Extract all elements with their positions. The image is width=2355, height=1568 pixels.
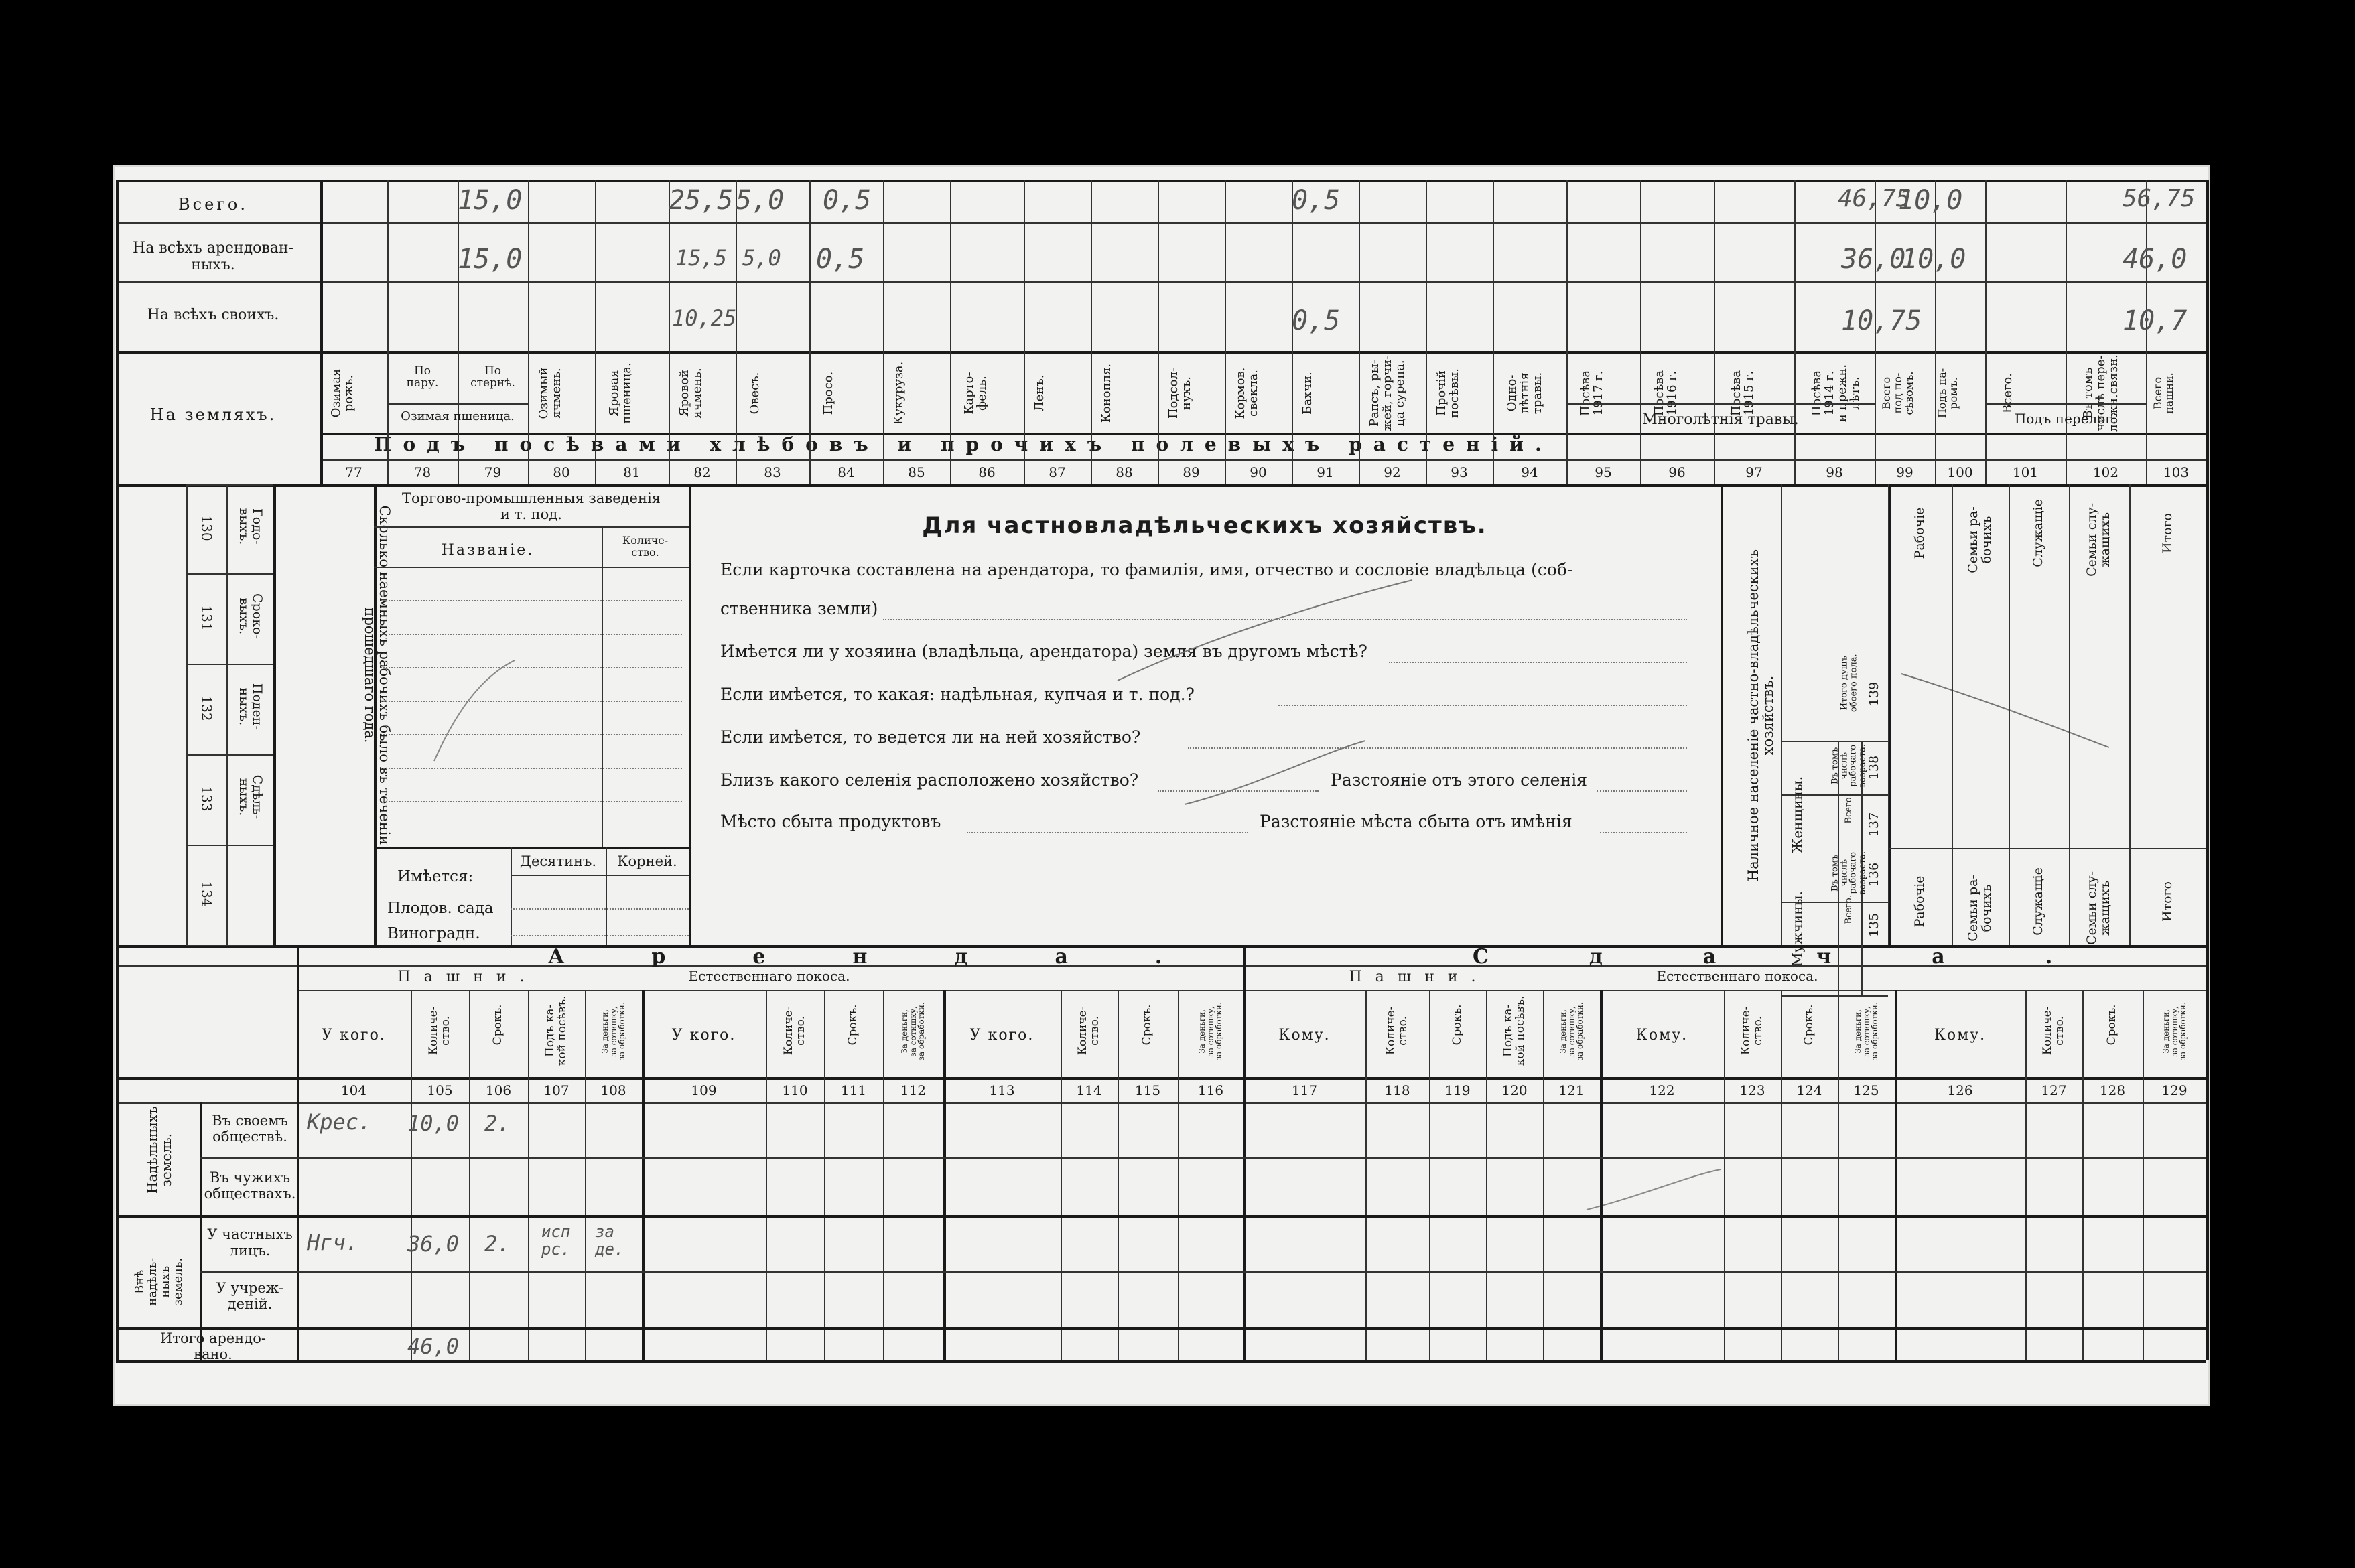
rent-col-num-123: 123	[1739, 1082, 1765, 1098]
hw-own-103: 10,7	[2123, 305, 2188, 336]
trade-name-col: Названіе.	[441, 542, 535, 559]
crop-col-92: Рапсъ, ры- жей, горчи- ца сурепа.	[1367, 355, 1407, 431]
worker-col-130: Годо- выхъ.	[237, 508, 265, 545]
pop-right-top-4: Итого	[2159, 513, 2175, 553]
pop-col-135: Всего.	[1844, 895, 1855, 924]
trade-qty-col: Количе- ство.	[622, 534, 669, 559]
crop-col-98: Посѣва 1914 г. и прежн. лѣтъ.	[1810, 364, 1862, 423]
rent-col-num-122: 122	[1649, 1082, 1675, 1098]
row-own-society: Въ своемъ обществѣ.	[212, 1113, 288, 1145]
rent-col-120: Подъ ка- кой посѣвъ.	[1501, 995, 1527, 1066]
private-q6b: Разстояніе мѣста сбыта отъ имѣнія	[1260, 812, 1572, 831]
crop-col-num-92: 92	[1384, 464, 1401, 480]
pop-col-136: Въ томъ числѣ рабочаго возраста.	[1830, 851, 1868, 895]
pop-right-bottom-1: Семьи ра- бочихъ	[1965, 875, 1994, 942]
row-total-label: Всего.	[178, 195, 248, 214]
crop-col-97: Посѣва 1915 г.	[1729, 370, 1756, 417]
arenda-title: Аренда.	[548, 945, 1250, 969]
pop-right-bottom-4: Итого	[2159, 881, 2175, 922]
worker-col-133: Сдѣль- ныхъ.	[237, 774, 265, 819]
crop-col-95: Посѣва 1917 г.	[1578, 370, 1605, 417]
crop-col-num-81: 81	[623, 464, 641, 480]
crop-col-num-87: 87	[1049, 464, 1066, 480]
census-card	[113, 165, 2210, 1406]
worker-col-num-132: 132	[198, 695, 215, 721]
hw-total-78: 15,0	[458, 185, 523, 216]
crop-col-96: Посѣва 1916 г.	[1652, 370, 1679, 417]
crop-col-num-88: 88	[1116, 464, 1133, 480]
crop-col-num-90: 90	[1250, 464, 1267, 480]
trade-vineyard: Виноградн.	[387, 925, 480, 942]
row-other-society: Въ чужихъ обществахъ.	[204, 1169, 296, 1202]
crop-col-102: Въ томъ числѣ пере- ложн.связн.	[2081, 354, 2121, 432]
crop-col-79: По стернѣ.	[470, 364, 515, 390]
crop-col-93: Прочій посѣвы.	[1434, 368, 1461, 418]
hw-r3-pay: за де.	[595, 1222, 624, 1259]
crop-col-num-84: 84	[837, 464, 855, 480]
hw-r3-qty: 36,0	[407, 1231, 460, 1257]
private-q5a: Близъ какого селенія расположено хозяйство?	[720, 770, 1139, 790]
hw-total-99: 46,75	[1838, 185, 1911, 212]
hw-own-90: 0,5	[1292, 305, 1341, 336]
rent-col-128: Срокъ.	[2105, 1004, 2119, 1046]
private-title: Для частновладѣльческихъ хозяйствъ.	[922, 512, 1487, 539]
pop-right-bottom-3: Семьи слу- жащихъ	[2084, 871, 2112, 945]
rent-col-num-105: 105	[427, 1082, 453, 1098]
pop-col-138: Въ томъ числѣ рабочаго возраста.	[1830, 743, 1868, 788]
rent-col-125: За деньги, за сотишку, за обработки.	[1853, 1002, 1879, 1061]
row-private: У частныхъ лицъ.	[207, 1226, 293, 1259]
private-q1b: ственника земли)	[720, 599, 878, 618]
rent-col-107: Подъ ка- кой посѣвъ.	[543, 995, 569, 1066]
hired-workers-side-label: Сколько наемныхъ рабочихъ было въ теченіи прошедшаго года.	[362, 505, 393, 845]
rent-col-113: У кого.	[969, 1027, 1034, 1044]
women-label: Женщины.	[1789, 776, 1806, 854]
rent-col-110: Количе- ство.	[781, 1006, 807, 1056]
crop-col-103: Всего пашни.	[2151, 372, 2175, 414]
rent-col-127: Количе- ство.	[2040, 1006, 2066, 1056]
hw-rented-81: 15,5	[675, 245, 728, 271]
worker-col-num-133: 133	[198, 785, 215, 812]
crop-col-91: Бахчи.	[1300, 372, 1315, 415]
rent-col-num-116: 116	[1197, 1082, 1224, 1098]
rent-col-111: Срокъ.	[846, 1004, 860, 1046]
crop-col-num-96: 96	[1668, 464, 1686, 480]
rent-col-115: Срокъ.	[1140, 1004, 1154, 1046]
fallow-group: Подъ перелог.	[2014, 411, 2117, 427]
rent-col-num-110: 110	[782, 1082, 808, 1098]
pop-col-num-136: 136	[1867, 862, 1882, 887]
private-q5b: Разстояніе отъ этого селенія	[1331, 770, 1588, 790]
hw-rented-78: 15,0	[458, 244, 523, 275]
crop-col-num-78: 78	[413, 464, 431, 480]
pop-col-139: Итого душъ обоего пола.	[1839, 654, 1859, 712]
rent-col-num-129: 129	[2161, 1082, 2188, 1098]
crop-col-80: Озимый ячмень.	[537, 367, 563, 419]
hw-total-90: 0,5	[1292, 185, 1341, 216]
crop-col-88: Конопля.	[1099, 363, 1114, 423]
crop-col-num-98: 98	[1826, 464, 1843, 480]
worker-col-num-130: 130	[198, 514, 215, 541]
hw-rented-82: 5,0	[742, 245, 781, 271]
rent-col-num-128: 128	[2099, 1082, 2126, 1098]
private-q2: Имѣется ли у хозяина (владѣльца, арендатора) земля въ другомъ мѣстѣ?	[720, 642, 1367, 661]
rent-col-119: Срокъ.	[1450, 1004, 1464, 1046]
crop-col-84: Просо.	[821, 371, 835, 415]
crop-col-82: Яровой ячмень.	[677, 368, 704, 419]
trade-roots: Корней.	[617, 853, 677, 869]
crop-col-num-102: 102	[2092, 464, 2119, 480]
crop-col-num-99: 99	[1896, 464, 1913, 480]
crop-col-num-89: 89	[1183, 464, 1200, 480]
rent-col-num-106: 106	[485, 1082, 512, 1098]
crop-col-99: Всего под по- сѣвомъ.	[1880, 371, 1915, 415]
rent-col-num-114: 114	[1076, 1082, 1102, 1098]
hw-r1-who: Крес.	[307, 1109, 372, 1135]
rent-col-num-126: 126	[1947, 1082, 1973, 1098]
row-rented-label: На всѣхъ арендован- ныхъ.	[133, 240, 293, 274]
hw-r1-term: 2.	[484, 1111, 511, 1136]
perennial-group: Многолѣтнія травы.	[1642, 411, 1799, 428]
row-own-label: На всѣхъ своихъ.	[147, 307, 279, 324]
trade-orchard: Плодов. сада	[387, 900, 494, 917]
hw-r3-crop: исп рс.	[541, 1222, 571, 1259]
hw-total-qty: 46,0	[407, 1334, 460, 1359]
rent-col-104: У кого.	[322, 1027, 386, 1044]
rent-col-106: Срокъ.	[491, 1004, 505, 1046]
hw-r1-qty: 10,0	[407, 1111, 460, 1136]
worker-col-131: Сроко- выхъ.	[237, 593, 265, 639]
crop-col-77: Озимая рожь.	[329, 368, 356, 418]
crop-col-num-86: 86	[978, 464, 996, 480]
group-nadel: Надѣльныхъ земель.	[144, 1106, 174, 1194]
pop-col-137: Всего.	[1844, 794, 1855, 824]
crop-col-num-103: 103	[2163, 464, 2190, 480]
pop-col-num-138: 138	[1867, 755, 1882, 780]
hw-rented-103: 46,0	[2123, 244, 2188, 275]
crop-col-85: Кукуруза.	[892, 361, 906, 425]
private-q1a: Если карточка составлена на арендатора, то фамилія, имя, отчество и сословіе владѣльца (соб-	[720, 560, 1573, 579]
rent-col-num-119: 119	[1444, 1082, 1471, 1098]
crop-col-num-100: 100	[1947, 464, 1973, 480]
population-side-label: Наличное населеніе частно-владѣльческихъ хозяйствъ.	[1745, 549, 1776, 882]
men-label: Мужчины.	[1789, 891, 1806, 967]
rent-col-108: За деньги, за сотишку, за обработки.	[600, 1002, 626, 1061]
hw-rented-100: 10,0	[1901, 244, 1966, 275]
rent-col-num-115: 115	[1134, 1082, 1161, 1098]
pop-right-top-3: Семьи слу- жащихъ	[2084, 502, 2112, 577]
rent-col-109: У кого.	[671, 1027, 736, 1044]
trade-title: Торгово-промышленныя заведенія и т. под.	[402, 490, 661, 523]
hw-own-99: 10,75	[1841, 305, 1922, 336]
pop-col-num-139: 139	[1867, 681, 1882, 707]
hw-total-83: 0,5	[823, 185, 872, 216]
hw-r3-term: 2.	[484, 1231, 511, 1257]
row-institutions: У учреж- деній.	[216, 1280, 284, 1313]
rent-col-124: Срокъ.	[1802, 1004, 1816, 1046]
rent-col-num-120: 120	[1501, 1082, 1528, 1098]
rent-col-117: Кому.	[1278, 1027, 1331, 1044]
arenda-pashni: Пашни.	[397, 969, 538, 985]
rent-col-num-127: 127	[2041, 1082, 2067, 1098]
rent-col-num-108: 108	[600, 1082, 626, 1098]
crop-col-89: Подсол- нухъ.	[1166, 367, 1193, 419]
pop-right-top-2: Служащіе	[2031, 499, 2046, 567]
crop-col-num-97: 97	[1745, 464, 1763, 480]
crop-col-num-79: 79	[484, 464, 502, 480]
crop-band-title: Подъ посѣвами хлѣбовъ и прочихъ полевыхъ растеній.	[374, 433, 1553, 455]
rent-col-116: За деньги, за сотишку, за обработки.	[1197, 1002, 1224, 1061]
private-q4: Если имѣется, то ведется ли на ней хозяйство?	[720, 727, 1141, 747]
crop-col-num-82: 82	[693, 464, 711, 480]
rent-col-118: Количе- ство.	[1384, 1006, 1410, 1056]
crop-col-90: Кормов. свекла.	[1233, 367, 1260, 419]
crop-col-101: Всего.	[2001, 373, 2015, 413]
rent-col-num-107: 107	[543, 1082, 569, 1098]
pop-right-top-1: Семьи ра- бочихъ	[1965, 506, 1994, 573]
pop-col-num-135: 135	[1867, 912, 1882, 938]
rent-col-num-124: 124	[1796, 1082, 1822, 1098]
rent-col-num-121: 121	[1558, 1082, 1585, 1098]
crop-col-num-95: 95	[1595, 464, 1612, 480]
crop-col-num-94: 94	[1521, 464, 1538, 480]
hw-total-82: 5,0	[736, 185, 785, 216]
rent-col-num-104: 104	[340, 1082, 367, 1098]
crop-col-num-85: 85	[908, 464, 925, 480]
crop-col-78: По пару.	[406, 364, 439, 390]
hw-r3-who: Нгч.	[307, 1230, 359, 1255]
rent-col-105: Количе- ство.	[426, 1006, 452, 1056]
crop-col-num-91: 91	[1317, 464, 1334, 480]
worker-col-132: Поден- ныхъ.	[237, 683, 265, 730]
crop-col-81: Яровая пшеница.	[607, 362, 634, 424]
rent-col-num-109: 109	[691, 1082, 717, 1098]
worker-col-num-134: 134	[198, 881, 215, 907]
trade-has: Имѣется:	[397, 868, 474, 885]
sdacha-pokos: Естественнаго покоса.	[1656, 968, 1818, 984]
rent-col-123: Количе- ство.	[1739, 1006, 1765, 1056]
crop-col-87: Ленъ.	[1032, 374, 1047, 412]
rent-col-num-113: 113	[989, 1082, 1015, 1098]
hw-total-81: 25,5	[669, 185, 734, 216]
rent-col-129: За деньги, за сотишку, за обработки.	[2161, 1002, 2188, 1061]
crop-col-num-77: 77	[345, 464, 362, 480]
crop-col-100: Подъ па- ромъ.	[1935, 368, 1960, 419]
trade-desyatin: Десятинъ.	[519, 853, 597, 869]
rent-col-114: Количе- ство.	[1075, 1006, 1101, 1056]
crop-col-num-101: 101	[2012, 464, 2039, 480]
crop-col-86: Карто- фель.	[962, 372, 989, 415]
pop-right-bottom-2: Служащіе	[2031, 867, 2046, 936]
rent-col-num-112: 112	[900, 1082, 927, 1098]
rent-col-num-118: 118	[1384, 1082, 1410, 1098]
sdacha-title: Сдача.	[1473, 945, 2153, 969]
pop-col-num-137: 137	[1867, 812, 1882, 837]
hw-total-100: 10,0	[1898, 185, 1963, 216]
row-total-rented: Итого арендо- вано.	[160, 1330, 266, 1363]
hw-rented-83: 0,5	[816, 244, 865, 275]
rent-col-121: За деньги, за сотишку, за обработки.	[1558, 1002, 1585, 1061]
crop-col-94: Одно- лѣтнія травы.	[1505, 372, 1544, 415]
rent-col-num-111: 111	[840, 1082, 867, 1098]
crop-col-num-80: 80	[553, 464, 570, 480]
group-vne: Внѣ надѣль- ныхъ земель.	[133, 1257, 185, 1306]
private-q6a: Мѣсто сбыта продуктовъ	[720, 812, 941, 831]
hw-rented-99: 36,0	[1841, 244, 1906, 275]
rent-col-num-117: 117	[1291, 1082, 1318, 1098]
private-q3: Если имѣется, то какая: надѣльная, купчая и т. под.?	[720, 685, 1195, 704]
rent-col-112: За деньги, за сотишку, за обработки.	[900, 1002, 927, 1061]
crop-col-num-83: 83	[764, 464, 781, 480]
hw-total-103: 56,75	[2123, 185, 2196, 212]
winter-wheat-group: Озимая пшеница.	[401, 409, 515, 423]
worker-col-num-131: 131	[198, 604, 215, 631]
rent-col-num-125: 125	[1853, 1082, 1879, 1098]
crop-col-num-93: 93	[1451, 464, 1468, 480]
pop-right-top-0: Рабочіе	[1911, 507, 1927, 559]
arenda-pokos: Естественнаго покоса.	[688, 968, 850, 984]
crop-col-83: Овесъ.	[748, 372, 762, 415]
rent-col-126: Кому.	[1934, 1027, 1987, 1044]
rent-col-122: Кому.	[1635, 1027, 1688, 1044]
pop-right-bottom-0: Рабочіе	[1911, 875, 1927, 928]
hw-own-81: 10,25	[672, 305, 737, 331]
sdacha-pashni: Пашни.	[1349, 969, 1489, 985]
row-on-land-label: На земляхъ.	[149, 405, 277, 424]
